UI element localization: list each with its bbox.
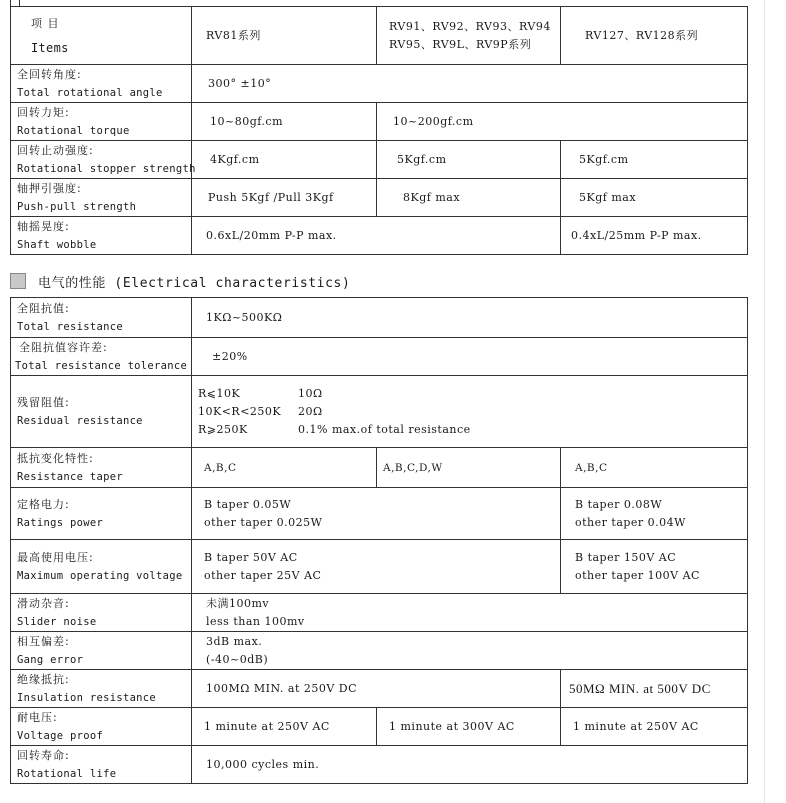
row-label-en: Total rotational angle bbox=[17, 86, 163, 99]
table-row bbox=[11, 103, 748, 141]
row-label-en: Voltage proof bbox=[17, 729, 104, 742]
value-text: 1 minute at 250V AC bbox=[204, 719, 330, 733]
row-value bbox=[377, 708, 561, 746]
table-row bbox=[11, 298, 748, 338]
row-label-zh: 绝缘抵抗: bbox=[17, 672, 70, 686]
table-row bbox=[11, 632, 748, 670]
row-label bbox=[11, 448, 192, 488]
value-text: A,B,C bbox=[575, 461, 608, 474]
row-value bbox=[561, 179, 748, 217]
section-bullet-icon bbox=[10, 273, 26, 289]
row-value bbox=[192, 141, 377, 179]
value-text: 5Kgf max bbox=[579, 190, 637, 204]
row-label-zh: 滑动杂音: bbox=[17, 596, 70, 610]
row-label-zh: 轴摇晃度: bbox=[17, 219, 70, 233]
table-header-row bbox=[11, 7, 748, 65]
value-text: 1 minute at 300V AC bbox=[389, 719, 515, 733]
table-row bbox=[11, 376, 748, 448]
row-label bbox=[11, 540, 192, 594]
row-value bbox=[561, 670, 748, 708]
value-text: 10,000 cycles min. bbox=[206, 757, 320, 771]
row-label bbox=[11, 488, 192, 540]
residual-condition: R⩽10K bbox=[198, 386, 241, 400]
value-text: 未满100mv bbox=[206, 596, 270, 610]
row-value bbox=[192, 540, 561, 594]
row-label bbox=[11, 670, 192, 708]
row-label-zh: 回转止动强度: bbox=[17, 143, 94, 157]
row-label bbox=[11, 65, 192, 103]
row-label-en: Rotational life bbox=[17, 767, 117, 780]
table-row bbox=[11, 708, 748, 746]
row-value bbox=[192, 670, 561, 708]
items-header-zh: 项 目 bbox=[31, 16, 60, 30]
table-row bbox=[11, 141, 748, 179]
residual-condition: 10K<R<250K bbox=[198, 404, 282, 418]
residual-line bbox=[198, 403, 741, 421]
rv9x-header-line2: RV95、RV9L、RV9P系列 bbox=[389, 37, 532, 51]
row-label-zh: 残留阻值: bbox=[17, 395, 70, 409]
row-value bbox=[192, 65, 748, 103]
table-row bbox=[11, 488, 748, 540]
electrical-spec-table bbox=[10, 297, 748, 784]
row-label-en: Shaft wobble bbox=[17, 238, 97, 251]
electrical-section-header bbox=[10, 272, 350, 290]
residual-condition: R⩾250K bbox=[198, 422, 248, 436]
mechanical-spec-table bbox=[10, 6, 748, 255]
row-label-zh: 回转力矩: bbox=[17, 105, 70, 119]
table-row bbox=[11, 670, 748, 708]
row-value bbox=[561, 488, 748, 540]
row-label bbox=[11, 632, 192, 670]
row-value bbox=[192, 103, 377, 141]
value-text: 1 minute at 250V AC bbox=[573, 719, 699, 733]
value-text: 10~200gf.cm bbox=[393, 114, 474, 128]
rv127-header-cell bbox=[561, 7, 748, 65]
residual-line bbox=[198, 385, 741, 403]
value-text: 3dB max. bbox=[206, 634, 263, 648]
value-text: B taper 0.08W bbox=[575, 497, 663, 511]
row-value bbox=[561, 217, 748, 255]
row-label-zh: 耐电压: bbox=[17, 710, 58, 724]
row-label bbox=[11, 708, 192, 746]
value-text: 5Kgf.cm bbox=[397, 152, 447, 166]
row-label bbox=[11, 594, 192, 632]
row-label-zh: 轴押引强度: bbox=[17, 181, 82, 195]
row-label-en: Insulation resistance bbox=[17, 691, 157, 704]
rv9x-header-cell bbox=[377, 7, 561, 65]
value-text: 4Kgf.cm bbox=[210, 152, 260, 166]
row-label bbox=[11, 376, 192, 448]
row-value bbox=[561, 540, 748, 594]
page-edge-line bbox=[764, 0, 765, 803]
value-text: B taper 50V AC bbox=[204, 550, 298, 564]
residual-value: 20Ω bbox=[298, 404, 323, 418]
row-label-en: Gang error bbox=[17, 653, 84, 666]
row-label-en: Rotational stopper strength bbox=[17, 162, 196, 175]
row-label-en: Resistance taper bbox=[17, 470, 123, 483]
row-value bbox=[192, 708, 377, 746]
value-text: 5Kgf.cm bbox=[579, 152, 629, 166]
value-text: 0.4xL/25mm P-P max. bbox=[571, 228, 702, 242]
table-row bbox=[11, 594, 748, 632]
row-value bbox=[192, 338, 748, 376]
residual-value: 0.1% max.of total resistance bbox=[298, 422, 471, 436]
row-label-en: Total resistance tolerance bbox=[15, 359, 188, 372]
row-value bbox=[192, 298, 748, 338]
value-text: other taper 25V AC bbox=[204, 568, 322, 582]
row-label bbox=[11, 746, 192, 784]
row-label bbox=[11, 141, 196, 179]
row-value bbox=[377, 448, 561, 488]
table-row bbox=[11, 540, 748, 594]
value-text: A,B,C bbox=[204, 461, 237, 474]
value-text: (-40~0dB) bbox=[206, 652, 269, 666]
row-label bbox=[11, 298, 192, 338]
value-text: other taper 100V AC bbox=[575, 568, 700, 582]
row-value bbox=[377, 141, 561, 179]
value-text: 0.6xL/20mm P-P max. bbox=[206, 228, 337, 242]
row-label-zh: 全阻抗值容许差: bbox=[19, 340, 108, 354]
row-label-en: Total resistance bbox=[17, 320, 123, 333]
row-label-zh: 全阻抗值: bbox=[17, 301, 70, 315]
row-value bbox=[561, 448, 748, 488]
row-label-en: Push-pull strength bbox=[17, 200, 137, 213]
table-row bbox=[11, 746, 748, 784]
items-header-cell bbox=[11, 7, 192, 65]
rv127-header-text: RV127、RV128系列 bbox=[585, 28, 699, 42]
table-row bbox=[11, 217, 748, 255]
row-value bbox=[377, 103, 748, 141]
value-text: 100MΩ MIN. at 250V DC bbox=[206, 681, 358, 695]
row-label-zh: 定格电力: bbox=[17, 497, 70, 511]
residual-value: 10Ω bbox=[298, 386, 323, 400]
value-text: 50MΩ MIN. at 500V DC bbox=[569, 680, 711, 696]
row-label-en: Residual resistance bbox=[17, 414, 143, 427]
row-value bbox=[192, 594, 748, 632]
row-label-zh: 相互偏差: bbox=[17, 634, 70, 648]
row-label bbox=[11, 103, 192, 141]
value-text: 8Kgf max bbox=[403, 190, 461, 204]
row-label-zh: 抵抗变化特性: bbox=[17, 451, 94, 465]
value-text: B taper 0.05W bbox=[204, 497, 292, 511]
row-label bbox=[11, 338, 192, 376]
table-row bbox=[11, 65, 748, 103]
rv81-header-text: RV81系列 bbox=[206, 28, 261, 42]
row-label-zh: 全回转角度: bbox=[17, 67, 82, 81]
rv9x-header-line1: RV91、RV92、RV93、RV94 bbox=[389, 19, 551, 33]
residual-line bbox=[198, 421, 741, 439]
value-text: ±20% bbox=[212, 349, 248, 363]
row-label-zh: 最高使用电压: bbox=[17, 550, 94, 564]
row-value bbox=[192, 632, 748, 670]
row-label-en: Ratings power bbox=[17, 516, 104, 529]
row-value bbox=[192, 746, 748, 784]
value-text: 10~80gf.cm bbox=[210, 114, 284, 128]
row-value bbox=[561, 708, 748, 746]
value-text: less than 100mv bbox=[206, 614, 305, 628]
row-label bbox=[11, 217, 192, 255]
rv81-header-cell bbox=[192, 7, 377, 65]
value-text: 300° ±10° bbox=[208, 76, 272, 90]
row-label bbox=[11, 179, 192, 217]
row-value bbox=[192, 488, 561, 540]
value-text: B taper 150V AC bbox=[575, 550, 677, 564]
row-label-en: Rotational torque bbox=[17, 124, 130, 137]
section-title: 电气的性能 (Electrical characteristics) bbox=[38, 275, 351, 291]
value-text: other taper 0.04W bbox=[575, 515, 686, 529]
table-row bbox=[11, 448, 748, 488]
value-text: Push 5Kgf /Pull 3Kgf bbox=[208, 190, 334, 204]
row-value bbox=[192, 179, 377, 217]
items-header-en: Items bbox=[31, 40, 69, 55]
row-label-en: Maximum operating voltage bbox=[17, 569, 183, 582]
row-value bbox=[377, 179, 561, 217]
table-row bbox=[11, 179, 748, 217]
row-value bbox=[192, 217, 561, 255]
value-text: 1KΩ~500KΩ bbox=[206, 310, 283, 324]
value-text: other taper 0.025W bbox=[204, 515, 323, 529]
row-label-en: Slider noise bbox=[17, 615, 97, 628]
row-label-zh: 回转寿命: bbox=[17, 748, 70, 762]
value-text: A,B,C,D,W bbox=[383, 461, 443, 474]
residual-values bbox=[192, 376, 748, 448]
table-row bbox=[11, 338, 748, 376]
row-value bbox=[192, 448, 377, 488]
row-value bbox=[561, 141, 748, 179]
